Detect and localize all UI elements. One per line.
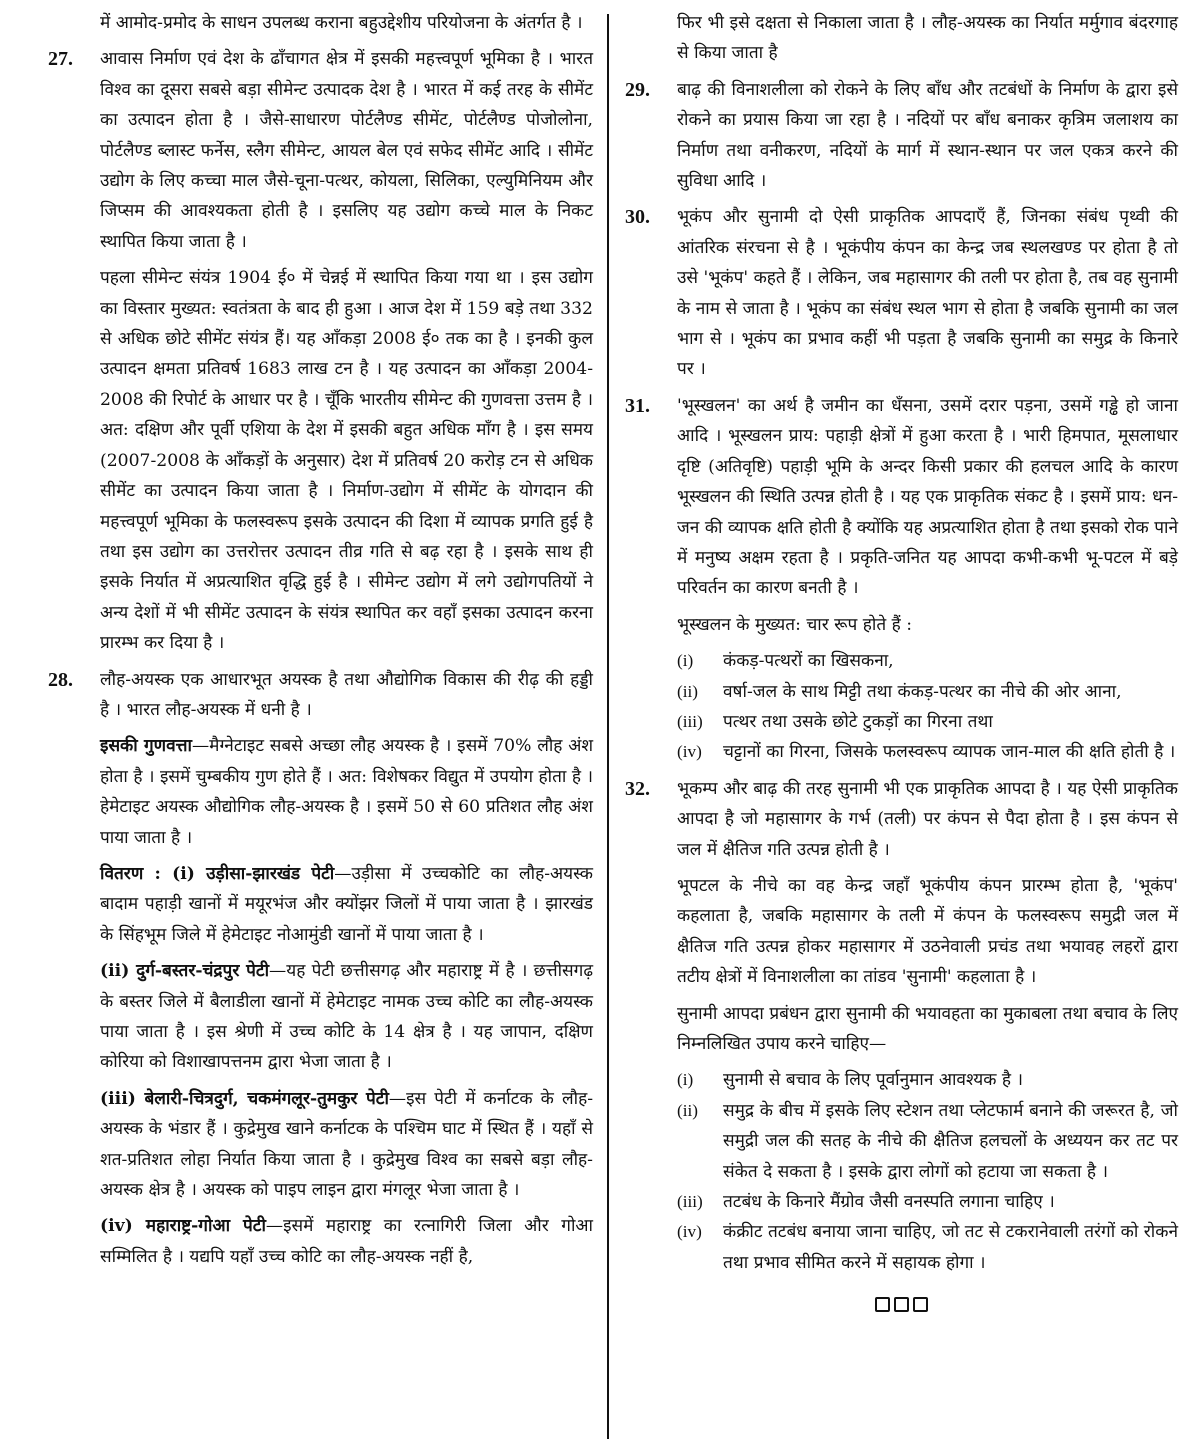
answer-28-quality: [100, 731, 593, 853]
list-numeral: (ii): [677, 1100, 698, 1120]
answer-30-text: भूकंप और सुनामी दो ऐसी प्राकृतिक आपदाएँ हैं, जिनका संबंध पृथ्वी की आंतरिक संरचना से है । भूकंपीय कंपन का केन्द्र जब स्थलखण्ड पर होता है तो उसे 'भूकंप' कहते हैं । लेकिन, जब महासागर की तली पर होता है, तब वह सुनामी के नाम से जाता है । भूकंप का संबंध स्थल भाग से होता है जबकि सुनामी का जल भाग से । भूकंप का प्रभाव कहीं भी पड़ता है जबकि सुनामी का समुद्र के किनारे पर ।: [677, 207, 1178, 380]
list-numeral: (ii): [677, 681, 698, 701]
list-item: [677, 1096, 1178, 1187]
answer-30: [625, 202, 1178, 384]
belt-iii-text: —इस पेटी में कर्नाटक के लौह-अयस्क के भंडार हैं । कुद्रेमुख खाने कर्नाटक के पश्चिम घाट में स्थित हैं । यहाँ से शत-प्रतिशत लोहा निर्यात किया जाता है । कुद्रेमुख विश्व का सबसे बड़ा लौह-अयस्क क्षेत्र है । अयस्क को पाइप लाइन द्वारा मंगलूर भेजा जाता है ।: [100, 1088, 594, 1201]
answer-27-para-1: आवास निर्माण एवं देश के ढाँचागत क्षेत्र में इसकी महत्त्वपूर्ण भूमिका है । भारत विश्व का दूसरा सबसे बड़ा सीमेन्ट उत्पादक देश है । भारत में कई तरह के सीमेंट का उत्पादन होता है । जैसे-साधारण पोर्टलैण्ड सीमेंट, पोर्टलैण्ड पोजोलोना, पोर्टलैण्ड ब्लास्ट फर्नेस, स्लैग सीमेन्ट, आयल बेल एवं सफेद सीमेंट आदि । सीमेंट उद्योग के लिए कच्चा माल जैसे-चूना-पत्थर, कोयला, सिलिका, एल्युमिनियम और जिप्सम की आवश्यकता होती है । इसलिए यह उद्योग कच्चे माल के निकट स्थापित किया जाता है ।: [100, 49, 593, 252]
distribution-text: —उड़ीसा में उच्चकोटि का लौह-अयस्क बादाम पहाड़ी खानों में मयूरभंज और क्योंझर जिलों में पाया जाता है । झारखंड के सिंहभूम जिले में हेमेटाइट नोआमुंडी खानों में पाया जाता है ।: [100, 863, 593, 945]
answer-32-list: [677, 1065, 1178, 1278]
list-item: [677, 737, 1178, 767]
answer-31-list: [677, 646, 1178, 768]
answer-29: [625, 75, 1178, 197]
answer-31-lead: भूस्खलन के मुख्यत: चार रूप होते हैं :: [677, 614, 912, 635]
answer-number: 27.: [48, 48, 73, 71]
answer-28-belt-iii: [100, 1084, 593, 1206]
square-icon: [913, 1297, 928, 1312]
answer-31: [625, 391, 1178, 768]
list-item: [677, 1187, 1178, 1217]
list-text: समुद्र के बीच में इसके लिए स्टेशन तथा प्लेटफार्म बनाने की जरूरत है, जो समुद्री जल की सतह के नीचे की क्षैतिज हलचलों के अध्ययन कर तट पर संकेत दे सकता है । इसके द्वारा लोगों को हटाया जा सकता है ।: [723, 1100, 1178, 1182]
answer-number: 28.: [48, 668, 73, 691]
answer-number: 29.: [625, 78, 650, 101]
list-item: [677, 1217, 1178, 1278]
answer-32: [625, 774, 1178, 1279]
quality-text: —मैग्नेटाइट सबसे अच्छा लौह अयस्क है । इसमें 70% लौह अंश होता है । इसमें चुम्बकीय गुण होते हैं । अत: विशेषकर विद्युत में उपयोग होता है । हेमेटाइट अयस्क औद्योगिक लौह-अयस्क है । इसमें 50 से 60 प्रतिशत लौह अंश पाया जाता है ।: [100, 736, 594, 848]
belt-iv-label: (iv) महाराष्ट्र-गोआ पेटी: [100, 1216, 266, 1237]
list-numeral: (iv): [677, 1222, 702, 1242]
square-icon: [875, 1297, 890, 1312]
list-numeral: (iv): [677, 742, 702, 762]
belt-iii-label: (iii) बेलारी-चित्रदुर्ग, चकमंगलूर-तुमकुर पेटी: [100, 1088, 389, 1109]
list-numeral: (i): [677, 1070, 694, 1090]
list-item: [677, 1065, 1178, 1095]
right-intro: फिर भी इसे दक्षता से निकाला जाता है । लौह-अयस्क का निर्यात मर्मुगाव बंदरगाह से किया जाता है: [677, 13, 1178, 64]
distribution-label: वितरण : (i) उड़ीसा-झारखंड पेटी: [100, 863, 335, 884]
answer-29-text: बाढ़ की विनाशलीला को रोकने के लिए बाँध और तटबंधों के निर्माण के द्वारा इसे रोकने का प्रयास किया जा रहा है । नदियों पर बाँध बनाकर कृत्रिम जलाशय का निर्माण तथा वनीकरण, नदियों के मार्ग में स्थान-स्थान पर जल एकत्र करने की सुविधा आदि ।: [677, 79, 1178, 192]
list-text: पत्थर तथा उसके छोटे टुकड़ों का गिरना तथा: [723, 711, 993, 732]
quality-label: इसकी गुणवत्ता: [100, 736, 192, 757]
list-numeral: (i): [677, 651, 694, 671]
answer-31-text: 'भूस्खलन' का अर्थ है जमीन का धँसना, उसमें दरार पड़ना, उसमें गड्ढे हो जाना आदि । भूस्खलन प्राय: पहाड़ी क्षेत्रों में हुआ करता है । भारी हिमपात, मूसलाधार दृष्टि (अतिवृष्टि) पहाड़ी भूमि के अन्दर किसी प्रकार की हलचल आदि के कारण भूस्खलन की स्थिति उत्पन्न होती है । यह एक प्राकृतिक संकट है । इसमें प्राय: धन-जन की व्यापक क्षति होती है क्योंकि यह अप्रत्याशित होता है तथा इसको रोक पाने में मनुष्य अक्षम रहता है । प्रकृति-जनित यह आपदा कभी-कभी भू-पटल में बड़े परिवर्तन का कारण बनती है ।: [677, 395, 1178, 599]
list-text: तटबंध के किनारे मैंग्रोव जैसी वनस्पति लगाना चाहिए ।: [723, 1192, 1055, 1213]
list-text: चट्टानों का गिरना, जिसके फलस्वरूप व्यापक जान-माल की क्षति होती है ।: [723, 742, 1176, 763]
list-item: [677, 677, 1178, 707]
answer-27-para-2: पहला सीमेन्ट संयंत्र 1904 ई० में चेन्नई में स्थापित किया गया था । इस उद्योग का विस्तार मुख्यत: स्वतंत्रता के बाद ही हुआ । आज देश में 159 बड़े तथा 332 से अधिक छोटे सीमेंट संयंत्र हैं। यह आँकड़ा 2008 ई० तक का है । इनकी कुल उत्पादन क्षमता प्रतिवर्ष 1683 लाख टन है । यह उत्पादन का आँकड़ा 2004-2008 की रिपोर्ट के आधार पर है । चूँकि भारतीय सीमेन्ट की गुणवत्ता उत्तम है । अत: दक्षिण और पूर्वी एशिया के देश में इसकी बहुत अधिक माँग है । इस समय (2007-2008 के आँकड़ों के अनुसार) देश में प्रतिवर्ष 20 करोड़ टन से अधिक सीमेंट का उत्पादन किया जाता है । निर्माण-उद्योग में सीमेंट के योगदान की महत्त्वपूर्ण भूमिका के फलस्वरूप इसके उत्पादन की दिशा में व्यापक प्रगति हुई है तथा इस उद्योग का उत्तरोत्तर उत्पादन तीव्र गति से बढ़ रहा है । इसके साथ ही इसके निर्यात में अप्रत्याशित वृद्धि हुई है । सीमेन्ट उद्योग में लगे उद्योगपतियों ने अन्य देशों में भी सीमेंट उत्पादन के संयंत्र स्थापित कर वहाँ इसका उत्पादन करना प्रारम्भ कर दिया है ।: [100, 268, 593, 654]
answer-number: 31.: [625, 394, 650, 417]
answer-32-para-2: भूपटल के नीचे का वह केन्द्र जहाँ भूकंपीय कंपन प्रारम्भ होता है, 'भूकंप' कहलाता है, जबकि महासागर के तली में कंपन के फलस्वरूप समुद्री जल में क्षैतिज गति उत्पन्न होकर महासागर में उठनेवाली प्रचंड तथा भयावह लहरों द्वारा तटीय क्षेत्रों में विनाशलीला का तांडव 'सुनामी' कहलाता है ।: [677, 875, 1178, 988]
belt-ii-text: —यह पेटी छत्तीसगढ़ और महाराष्ट्र में है । छत्तीसगढ़ के बस्तर जिले में बैलाडीला खानों में हेमेटाइट नामक उच्च कोटि का लौह-अयस्क पाया जाता है । इस श्रेणी में उच्च कोटि के 14 क्षेत्र है । यह जापान, दक्षिण कोरिया को विशाखापत्तनम द्वारा भेजा जाता है ।: [100, 961, 593, 1073]
list-item: [677, 707, 1178, 737]
belt-iv-text: —इसमें महाराष्ट्र का रत्नागिरी जिला और गोआ सम्मिलित है । यद्यपि यहाँ उच्च कोटि का लौह-अयस्क नहीं है,: [100, 1216, 593, 1267]
list-numeral: (iii): [677, 1192, 703, 1212]
list-text: वर्षा-जल के साथ मिट्टी तथा कंकड़-पत्थर का नीचे की ओर आना,: [723, 681, 1122, 702]
answer-28-para-1: लौह-अयस्क एक आधारभूत अयस्क है तथा औद्योगिक विकास की रीढ़ की हड्डी है । भारत लौह-अयस्क में धनी है ।: [100, 669, 593, 720]
list-numeral: (iii): [677, 711, 703, 731]
end-marker: [625, 1292, 1178, 1322]
square-icon: [894, 1297, 909, 1312]
answer-32-para-3: सुनामी आपदा प्रबंधन द्वारा सुनामी की भयावहता का मुकाबला तथा बचाव के लिए निम्नलिखित उपाय करने चाहिए—: [677, 1003, 1178, 1054]
answer-28-belt-ii: [100, 956, 593, 1078]
list-text: सुनामी से बचाव के लिए पूर्वानुमान आवश्यक है ।: [723, 1070, 1024, 1091]
answer-number: 32.: [625, 777, 650, 800]
list-text: कंक्रीट तटबंध बनाया जाना चाहिए, जो तट से टकरानेवाली तरंगों को रोकने तथा प्रभाव सीमित करने में सहायक होगा ।: [723, 1222, 1178, 1273]
belt-ii-label: (ii) दुर्ग-बस्तर-चंद्रपुर पेटी: [100, 961, 270, 982]
left-column: [48, 8, 607, 1445]
answer-28-belt-iv: [100, 1211, 593, 1272]
list-item: [677, 646, 1178, 676]
list-text: कंकड़-पत्थरों का खिसकना,: [723, 651, 894, 672]
left-intro: में आमोद-प्रमोद के साधन उपलब्ध कराना बहुउद्देशीय परियोजना के अंतर्गत है ।: [100, 13, 583, 33]
answer-number: 30.: [625, 206, 650, 229]
answer-28: [48, 665, 593, 1273]
answer-32-text: भूकम्प और बाढ़ की तरह सुनामी भी एक प्राकृतिक आपदा है । यह ऐसी प्राकृतिक आपदा है जो महासागर के गर्भ (तली) पर कंपन से पैदा होता है । इस कंपन से जल में क्षैतिज गति उत्पन्न होती है ।: [677, 778, 1178, 860]
answer-28-distribution: [100, 859, 593, 950]
right-column: [609, 8, 1178, 1445]
answer-27: [48, 44, 593, 658]
